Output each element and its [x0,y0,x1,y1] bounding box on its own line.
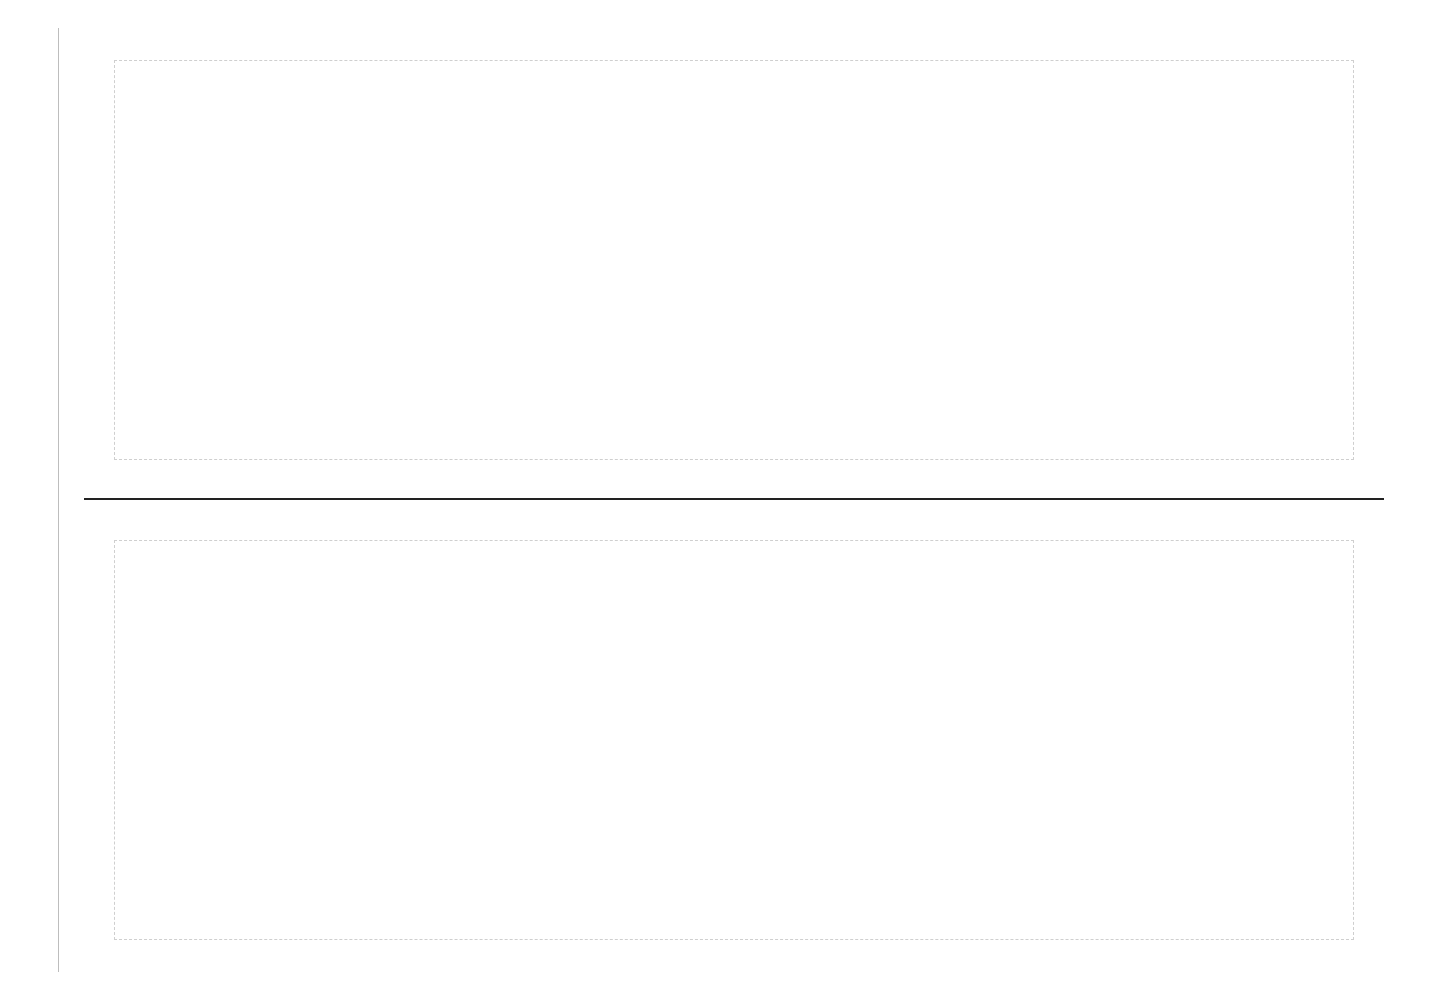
text-column-left [74,520,1394,960]
text-column-right [74,40,1394,480]
scanned-page [14,28,1394,972]
column-divider [84,498,1384,500]
page-content [74,28,1394,972]
digitization-credit-strip [0,0,24,1000]
text-placeholder [114,60,1354,460]
text-placeholder [114,540,1354,940]
